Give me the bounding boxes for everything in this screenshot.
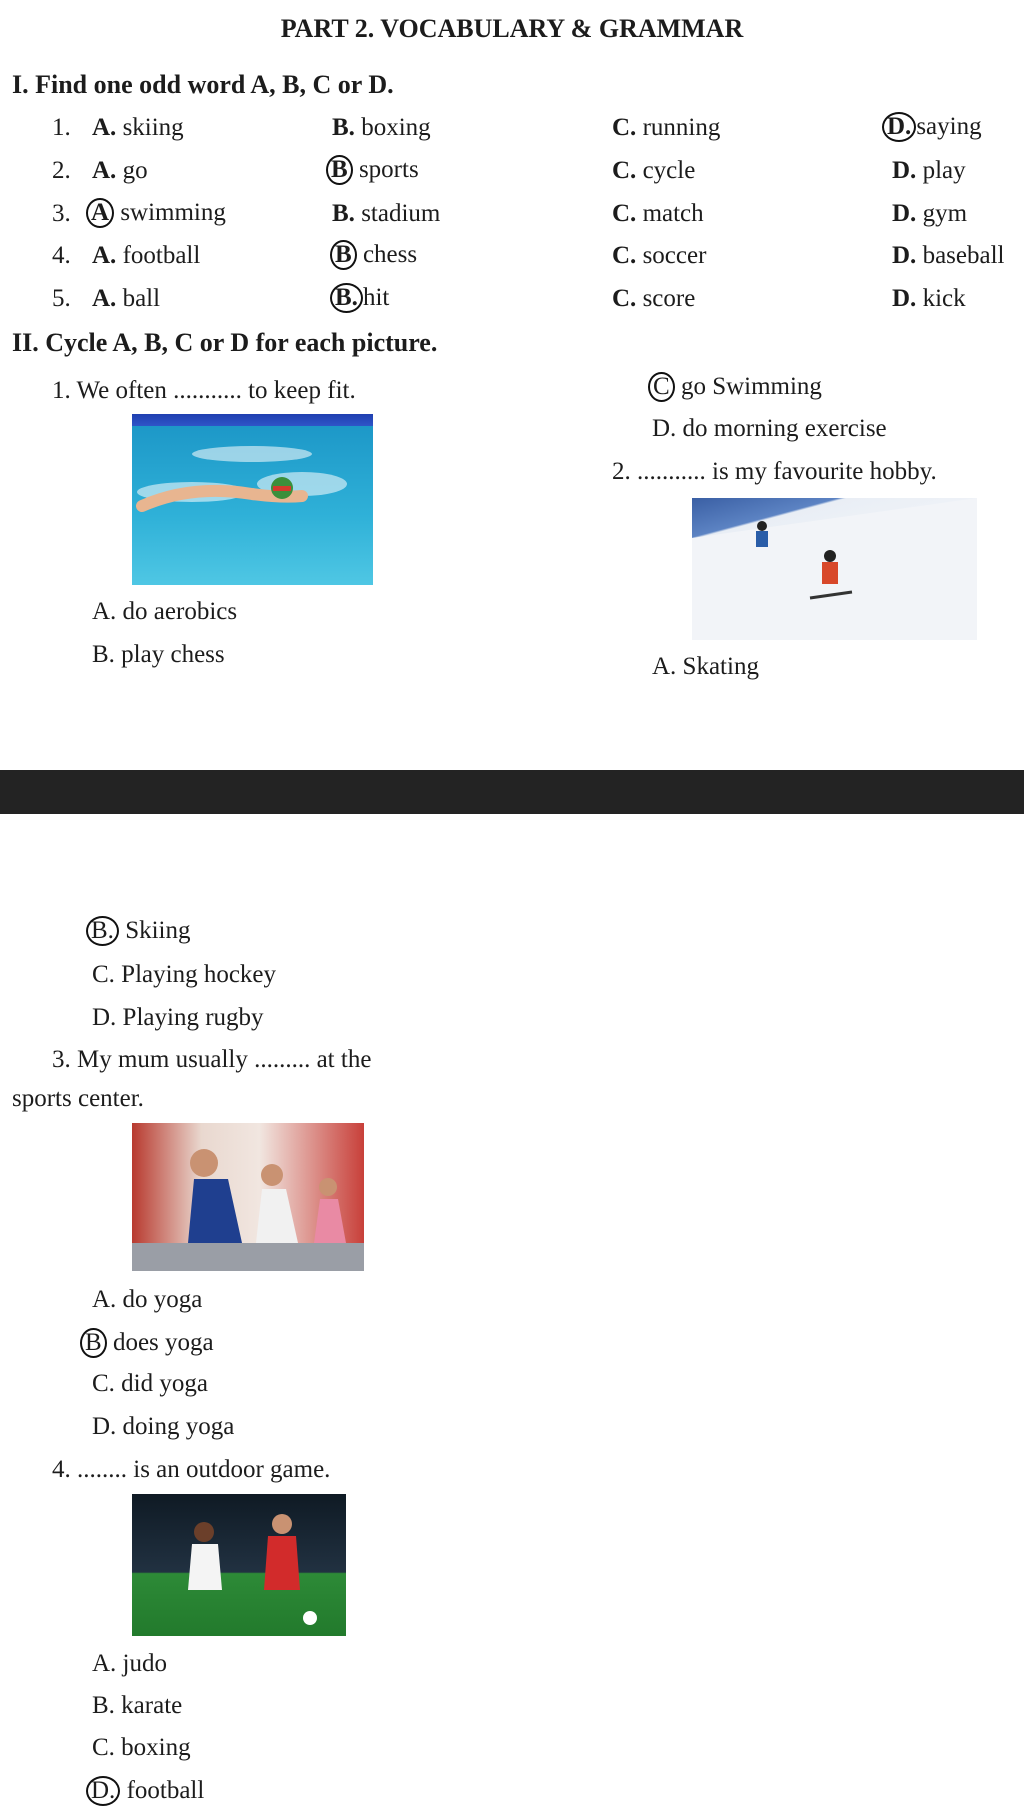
option-label: A. xyxy=(92,285,117,312)
option-label: D. xyxy=(892,157,917,184)
row-1-option-c[interactable] xyxy=(612,114,720,142)
option-label: C. xyxy=(612,114,637,141)
question-3-option-d[interactable]: D. doing yoga xyxy=(92,1413,235,1440)
question-1-option-a[interactable]: A. do aerobics xyxy=(92,598,238,625)
yoga-illustration xyxy=(132,1123,364,1271)
row-3-option-b[interactable] xyxy=(332,200,440,228)
option-text: play xyxy=(922,157,966,184)
row-1-option-a[interactable] xyxy=(92,114,184,142)
question-2-option-b[interactable] xyxy=(86,916,190,946)
option-label: B. xyxy=(332,200,355,227)
row-5-option-d[interactable] xyxy=(892,285,966,313)
option-text: does yoga xyxy=(112,1329,214,1356)
question-2-prompt: 2. ........... is my favourite hobby. xyxy=(612,458,937,485)
option-text: hit xyxy=(362,284,390,311)
option-label: C. xyxy=(612,200,637,227)
question-1-prompt: 1. We often ........... to keep fit. xyxy=(52,377,356,404)
question-4-option-a[interactable]: A. judo xyxy=(92,1650,167,1677)
answer-circle: B xyxy=(326,155,353,185)
swimmer-illustration xyxy=(132,414,373,585)
skier-illustration xyxy=(692,498,977,640)
question-1-option-b[interactable]: B. play chess xyxy=(92,641,225,668)
answer-circle: B. xyxy=(330,283,363,313)
section-1-heading: I. Find one odd word A, B, C or D. xyxy=(12,70,394,99)
option-label: C. xyxy=(612,285,637,312)
row-4-number: 4. xyxy=(52,242,71,269)
option-label: D. xyxy=(892,285,917,312)
football-illustration xyxy=(132,1494,346,1636)
answer-circle: B. xyxy=(86,916,119,946)
option-label: D. xyxy=(892,242,917,269)
question-3-prompt-line-2: sports center. xyxy=(12,1085,144,1112)
option-label: C. xyxy=(612,242,637,269)
question-1-option-c[interactable] xyxy=(648,372,822,402)
row-2-option-c[interactable] xyxy=(612,157,695,185)
row-2-option-d[interactable] xyxy=(892,157,966,185)
page-title: PART 2. VOCABULARY & GRAMMAR xyxy=(280,14,744,43)
answer-circle: D. xyxy=(86,1776,120,1806)
row-5-option-b[interactable] xyxy=(330,283,389,313)
question-2-option-a[interactable]: A. Skating xyxy=(652,653,759,680)
option-text: saying xyxy=(916,113,982,140)
option-text: score xyxy=(642,285,696,312)
row-3-option-d[interactable] xyxy=(892,200,967,228)
section-2-heading: II. Cycle A, B, C or D for each picture. xyxy=(12,328,438,357)
option-label: C. xyxy=(612,157,637,184)
yoga-image xyxy=(132,1123,364,1271)
question-1-option-d[interactable]: D. do morning exercise xyxy=(652,415,887,442)
row-3-option-a[interactable] xyxy=(86,198,226,228)
question-4-option-c[interactable]: C. boxing xyxy=(92,1734,191,1761)
screenshot-divider xyxy=(0,770,1024,814)
answer-circle: B xyxy=(80,1328,107,1358)
skiing-image xyxy=(692,498,977,640)
option-text: running xyxy=(642,114,721,141)
option-text: go xyxy=(122,157,148,184)
question-4-option-d[interactable] xyxy=(86,1776,204,1806)
row-1-option-b[interactable] xyxy=(332,114,431,142)
row-4-option-c[interactable] xyxy=(612,242,706,270)
row-2-number: 2. xyxy=(52,157,71,184)
option-text: go Swimming xyxy=(680,373,822,400)
option-text: stadium xyxy=(361,200,441,227)
question-3-option-c[interactable]: C. did yoga xyxy=(92,1370,208,1397)
row-3-number: 3. xyxy=(52,200,71,227)
row-4-option-a[interactable] xyxy=(92,242,200,270)
option-text: sports xyxy=(358,156,419,183)
option-label: A. xyxy=(92,114,117,141)
swimming-image xyxy=(132,414,373,585)
row-2-option-a[interactable] xyxy=(92,157,148,185)
option-text: swimming xyxy=(120,199,226,226)
row-5-option-c[interactable] xyxy=(612,285,695,313)
option-text: Skiing xyxy=(125,917,191,944)
option-label: A. xyxy=(92,242,117,269)
football-image xyxy=(132,1494,346,1636)
option-text: gym xyxy=(922,200,968,227)
option-label: B. xyxy=(332,114,355,141)
option-text: soccer xyxy=(642,242,707,269)
row-3-option-c[interactable] xyxy=(612,200,704,228)
row-4-option-d[interactable] xyxy=(892,242,1004,270)
answer-circle: A xyxy=(86,198,114,228)
question-3-prompt-line-1: 3. My mum usually ......... at the xyxy=(52,1046,372,1073)
question-4-prompt: 4. ........ is an outdoor game. xyxy=(52,1456,331,1483)
row-2-option-b[interactable] xyxy=(326,155,419,185)
option-text: cycle xyxy=(642,157,696,184)
question-2-option-c[interactable]: C. Playing hockey xyxy=(92,961,277,988)
row-4-option-b[interactable] xyxy=(330,240,417,270)
option-label: A. xyxy=(92,157,117,184)
answer-circle: D. xyxy=(882,112,916,142)
option-text: boxing xyxy=(361,114,431,141)
option-text: football xyxy=(122,242,201,269)
option-label: D. xyxy=(892,200,917,227)
question-3-option-b[interactable] xyxy=(80,1328,214,1358)
question-2-option-d[interactable]: D. Playing rugby xyxy=(92,1004,264,1031)
answer-circle: C xyxy=(648,372,675,402)
option-text: chess xyxy=(362,241,418,268)
option-text: skiing xyxy=(122,114,184,141)
option-text: match xyxy=(642,200,704,227)
question-3-option-a[interactable]: A. do yoga xyxy=(92,1286,203,1313)
option-text: kick xyxy=(922,285,966,312)
answer-circle: B xyxy=(330,240,357,270)
option-text: ball xyxy=(122,285,161,312)
row-5-option-a[interactable] xyxy=(92,285,160,313)
question-4-option-b[interactable]: B. karate xyxy=(92,1692,183,1719)
row-1-option-d[interactable] xyxy=(882,112,982,142)
option-text: football xyxy=(126,1777,205,1804)
option-text: baseball xyxy=(922,242,1005,269)
row-5-number: 5. xyxy=(52,285,71,312)
row-1-number: 1. xyxy=(52,114,71,141)
